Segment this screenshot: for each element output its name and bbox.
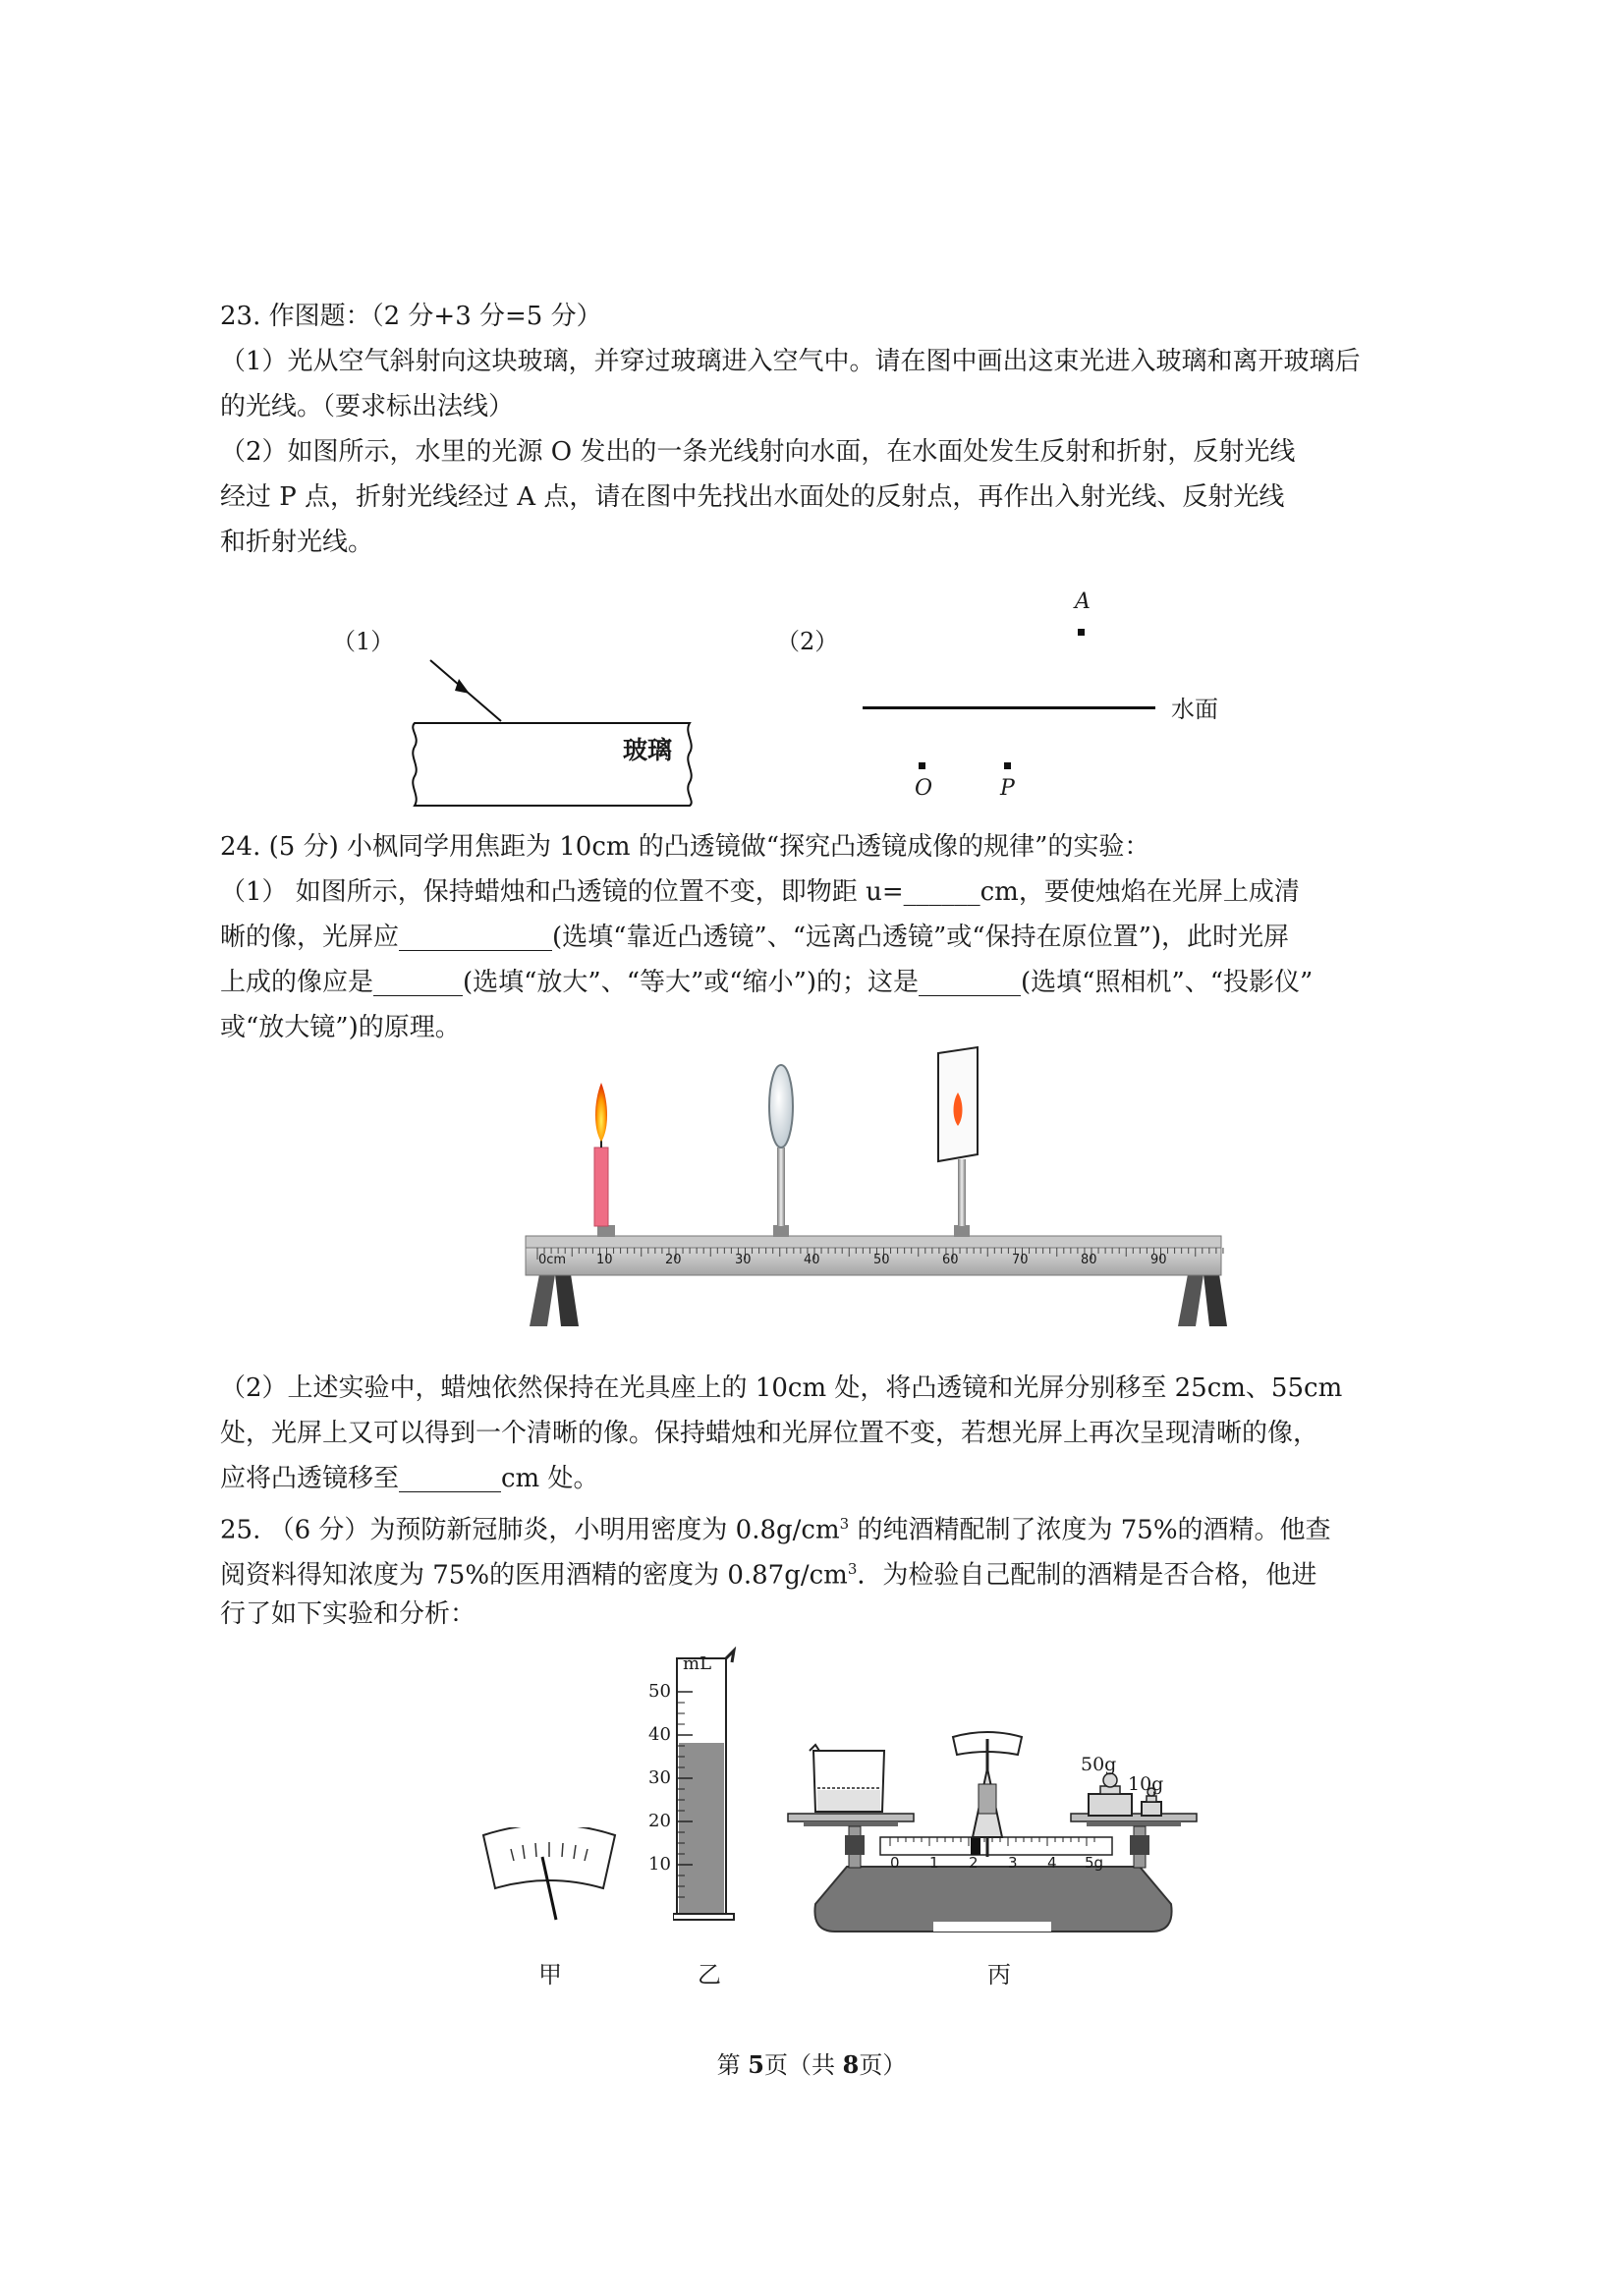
weight-10g-label: 10g — [1128, 1773, 1164, 1795]
cylinder-tick-10: 10 — [648, 1854, 671, 1875]
balance-scale-2: 2 — [969, 1854, 979, 1872]
bench-tick-40: 40 — [804, 1253, 820, 1267]
q24-part2-line2: 处，光屏上又可以得到一个清晰的像。保持蜡烛和光屏位置不变，若想光屏上再次呈现清晰的像， — [220, 1419, 1319, 1448]
water-surface-line — [863, 706, 1155, 709]
weight-50g-label: 50g — [1081, 1754, 1117, 1775]
q24-header: 24. (5 分) 小枫同学用焦距为 10cm 的凸透镜做“探究凸透镜成像的规律”的实验： — [220, 832, 1150, 862]
fig23-2-label: （2） — [776, 628, 839, 655]
bench-tick-10: 10 — [596, 1253, 613, 1267]
balance-scale-4: 4 — [1047, 1854, 1057, 1872]
fig23-1-label: （1） — [332, 628, 395, 655]
bench-tick-70: 70 — [1012, 1253, 1029, 1267]
current-page-number: 5 — [748, 2050, 764, 2079]
cylinder-tick-30: 30 — [648, 1767, 671, 1788]
q24-part1-line4: 或“放大镜”)的原理。 — [220, 1013, 461, 1042]
total-pages-number: 8 — [842, 2050, 860, 2079]
water-surface-label: 水面 — [1171, 696, 1218, 723]
bench-tick-30: 30 — [735, 1253, 752, 1267]
balance-scale-0: 0 — [890, 1854, 900, 1872]
bench-tick-60: 60 — [942, 1253, 959, 1267]
q23-part1-line2: 的光线。（要求标出法线） — [220, 392, 515, 421]
point-O-label: O — [915, 776, 933, 801]
page-footer: 第 5页（共 8页） — [716, 2050, 907, 2079]
fig23-1-glass-label: 玻璃 — [623, 736, 673, 764]
balance-scale-1: 1 — [929, 1854, 939, 1872]
bench-tick-20: 20 — [665, 1253, 682, 1267]
q24-part1-line2: 晰的像，光屏应____________(选填“靠近凸透镜”、“远离凸透镜”或“保持在原位置”)，此时光屏 — [220, 923, 1290, 952]
bench-tick-90: 90 — [1150, 1253, 1167, 1267]
q23-part2-line3: 和折射光线。 — [220, 528, 374, 557]
q24-part2-line3: 应将凸透镜移至________cm 处。 — [220, 1464, 599, 1493]
balance-scale-5g: 5g — [1085, 1854, 1104, 1872]
q24-part1-line1: （1） 如图所示，保持蜡烛和凸透镜的位置不变，即物距 u=______cm，要使烛焰在光屏上成清 — [220, 877, 1300, 907]
point-A-dot — [1078, 629, 1085, 636]
q23-part1-line1: （1）光从空气斜射向这块玻璃，并穿过玻璃进入空气中。请在图中画出这束光进入玻璃和离开玻璃后 — [220, 347, 1361, 376]
graduated-cylinder-figure — [673, 1647, 742, 1932]
q25-line3: 行了如下实验和分析： — [220, 1599, 476, 1629]
bench-tick-0: 0cm — [538, 1253, 567, 1267]
point-O-dot — [919, 762, 925, 769]
point-P-dot — [1004, 762, 1011, 769]
cylinder-unit-label: mL — [683, 1653, 712, 1674]
bench-tick-50: 50 — [873, 1253, 890, 1267]
beam-balance-figure — [786, 1729, 1199, 1940]
q24-part1-line3: 上成的像应是_______(选填“放大”、“等大”或“缩小”)的；这是________(选填“照相机”、“投影仪” — [220, 968, 1314, 997]
cylinder-tick-50: 50 — [648, 1681, 671, 1702]
q23-part2-line2: 经过 P 点，折射光线经过 A 点，请在图中先找出水面处的反射点，再作出入射光线、反射光线 — [220, 482, 1285, 512]
figure-jia-label: 甲 — [538, 1961, 562, 1988]
bench-tick-80: 80 — [1081, 1253, 1097, 1267]
pointer-dial-figure — [479, 1827, 619, 1926]
q23-header: 23. 作图题：（2 分+3 分=5 分） — [220, 302, 602, 331]
balance-scale-3: 3 — [1008, 1854, 1018, 1872]
cylinder-tick-20: 20 — [648, 1811, 671, 1831]
q23-part2-line1: （2）如图所示，水里的光源 O 发出的一条光线射向水面，在水面处发生反射和折射，反射光线 — [220, 437, 1296, 467]
figure-bing-label: 丙 — [987, 1961, 1011, 1988]
q24-part2-line1: （2）上述实验中，蜡烛依然保持在光具座上的 10cm 处，将凸透镜和光屏分别移至 25cm、55cm — [220, 1373, 1343, 1403]
point-P-label: P — [1000, 776, 1015, 801]
q25-line2: 阅资料得知浓度为 75%的医用酒精的密度为 $0.87g/cm^3$．为检验自己配制的酒精是否合格，他进 — [220, 1560, 1317, 1591]
figure-yi-label: 乙 — [698, 1961, 721, 1988]
point-A-label: A — [1075, 589, 1091, 614]
optical-bench-figure — [516, 1041, 1233, 1336]
cylinder-tick-40: 40 — [648, 1724, 671, 1745]
q25-line1: 25. （6 分）为预防新冠肺炎，小明用密度为 $0.8g/cm^3$ 的纯酒精配制了浓度为 75%的酒精。他查 — [220, 1515, 1331, 1545]
